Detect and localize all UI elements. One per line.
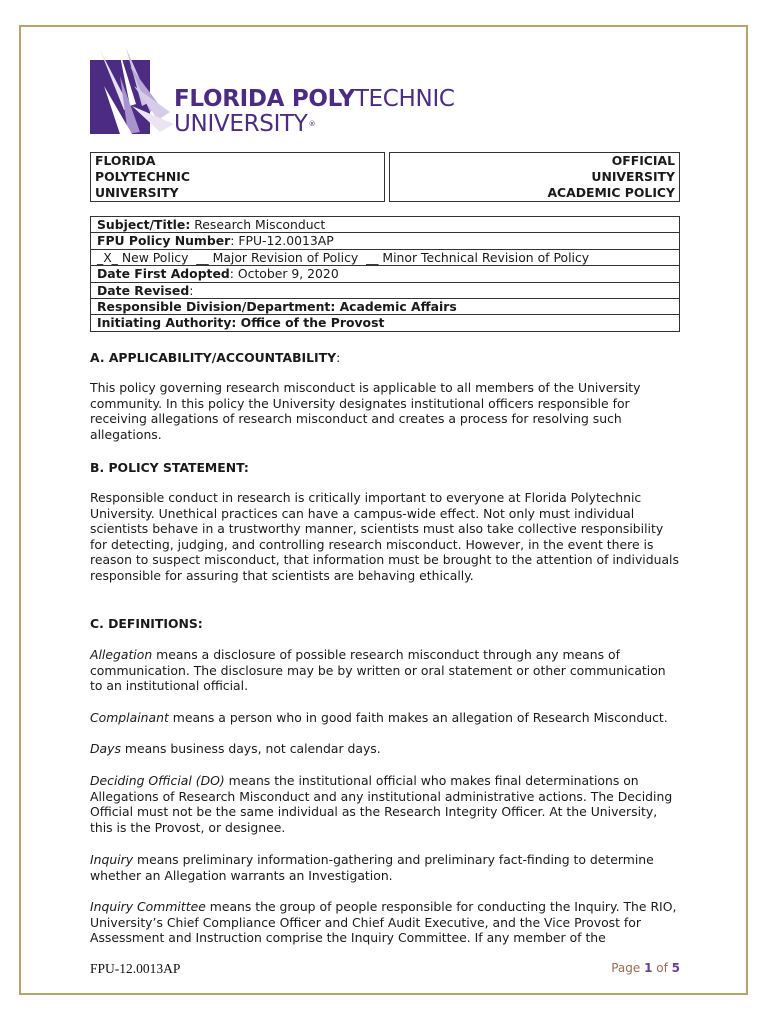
section-b-text: Responsible conduct in research is critically important to everyone at Florida Polytechnic University. Unethical practices can have a campus-wide effect. Not only must individual scientists behave in a trustworthy manner, scientists must also take collective responsibility for detecting, judging, and controlling research misconduct. However, in the event there is reason to suspect misconduct, that information must be brought to the attention of individuals responsible for assuring that scientists are behaving ethically. xyxy=(90,490,679,583)
responsible-division-row: Responsible Division/Department: Academic Affairs xyxy=(91,299,679,315)
header-right-cell xyxy=(390,153,680,202)
policy-header-table xyxy=(90,152,680,202)
logo-wordmark-line1: FLORIDA POLYTECHNIC xyxy=(174,86,455,112)
date-revised-row: Date Revised: xyxy=(91,283,679,299)
footer-doc-number: FPU-12.0013AP xyxy=(90,961,181,976)
header-right-line: ACADEMIC POLICY xyxy=(547,185,675,200)
policy-number-row: FPU Policy Number: FPU-12.0013AP xyxy=(91,233,679,249)
date-adopted-row: Date First Adopted: October 9, 2020 xyxy=(91,266,679,282)
section-a-heading: A. APPLICABILITY/ACCOUNTABILITY: xyxy=(90,350,341,365)
university-logo xyxy=(90,46,455,137)
definition-complainant: Complainant means a person who in good faith makes an allegation of Research Misconduct. xyxy=(90,710,668,725)
logo-wordmark-line2: UNIVERSITY® xyxy=(174,111,316,137)
initiating-authority-row: Initiating Authority: Office of the Provost xyxy=(97,315,385,331)
section-c-heading: C. DEFINITIONS: xyxy=(90,616,203,631)
definition-deciding-official: Deciding Official (DO) means the institutional official who makes final determinations on Allegations of Research Misconduct and any institutional administrative actions. The Deciding Official must not be the same individual as the Research Integrity Officer. At the University, this is the Provost, or designee. xyxy=(90,773,673,835)
section-a-text: This policy governing research misconduct is applicable to all members of the University community. In this policy the University designates institutional officers responsible for receiving allegations of research misconduct and creates a process for resolving such allegations. xyxy=(90,380,641,442)
logo-mark-icon xyxy=(90,46,174,134)
definition-inquiry: Inquiry means preliminary information-gathering and preliminary fact-finding to determine whether an Allegation warrants an Investigation. xyxy=(90,852,654,883)
definition-inquiry-committee: Inquiry Committee means the group of people responsible for conducting the Inquiry. The RIO, University’s Chief Compliance Officer and Chief Audit Executive, and the Vice Provost for Assessment and Instruction comprise the Inquiry Committee. If any member of the xyxy=(90,899,677,946)
header-left-line: UNIVERSITY xyxy=(95,185,179,200)
header-right-line: OFFICIAL xyxy=(611,153,675,168)
footer-page-number: Page 1 of 5 xyxy=(611,961,680,975)
definition-days: Days means business days, not calendar days. xyxy=(90,741,381,756)
header-left-line: POLYTECHNIC xyxy=(95,169,191,184)
revision-type-row: _X_ New Policy __ Major Revision of Policy __ Minor Technical Revision of Policy xyxy=(91,250,679,266)
policy-info-box xyxy=(90,216,680,332)
header-right-line: UNIVERSITY xyxy=(591,169,675,184)
subject-row: Subject/Title: Research Misconduct xyxy=(91,217,679,233)
section-b-heading: B. POLICY STATEMENT: xyxy=(90,460,249,475)
header-left-cell xyxy=(91,153,385,202)
definition-allegation: Allegation means a disclosure of possible research misconduct through any means of communication. The disclosure may be by written or oral statement or other communication to an institutional official. xyxy=(90,647,666,694)
header-left-line: FLORIDA xyxy=(95,153,156,168)
